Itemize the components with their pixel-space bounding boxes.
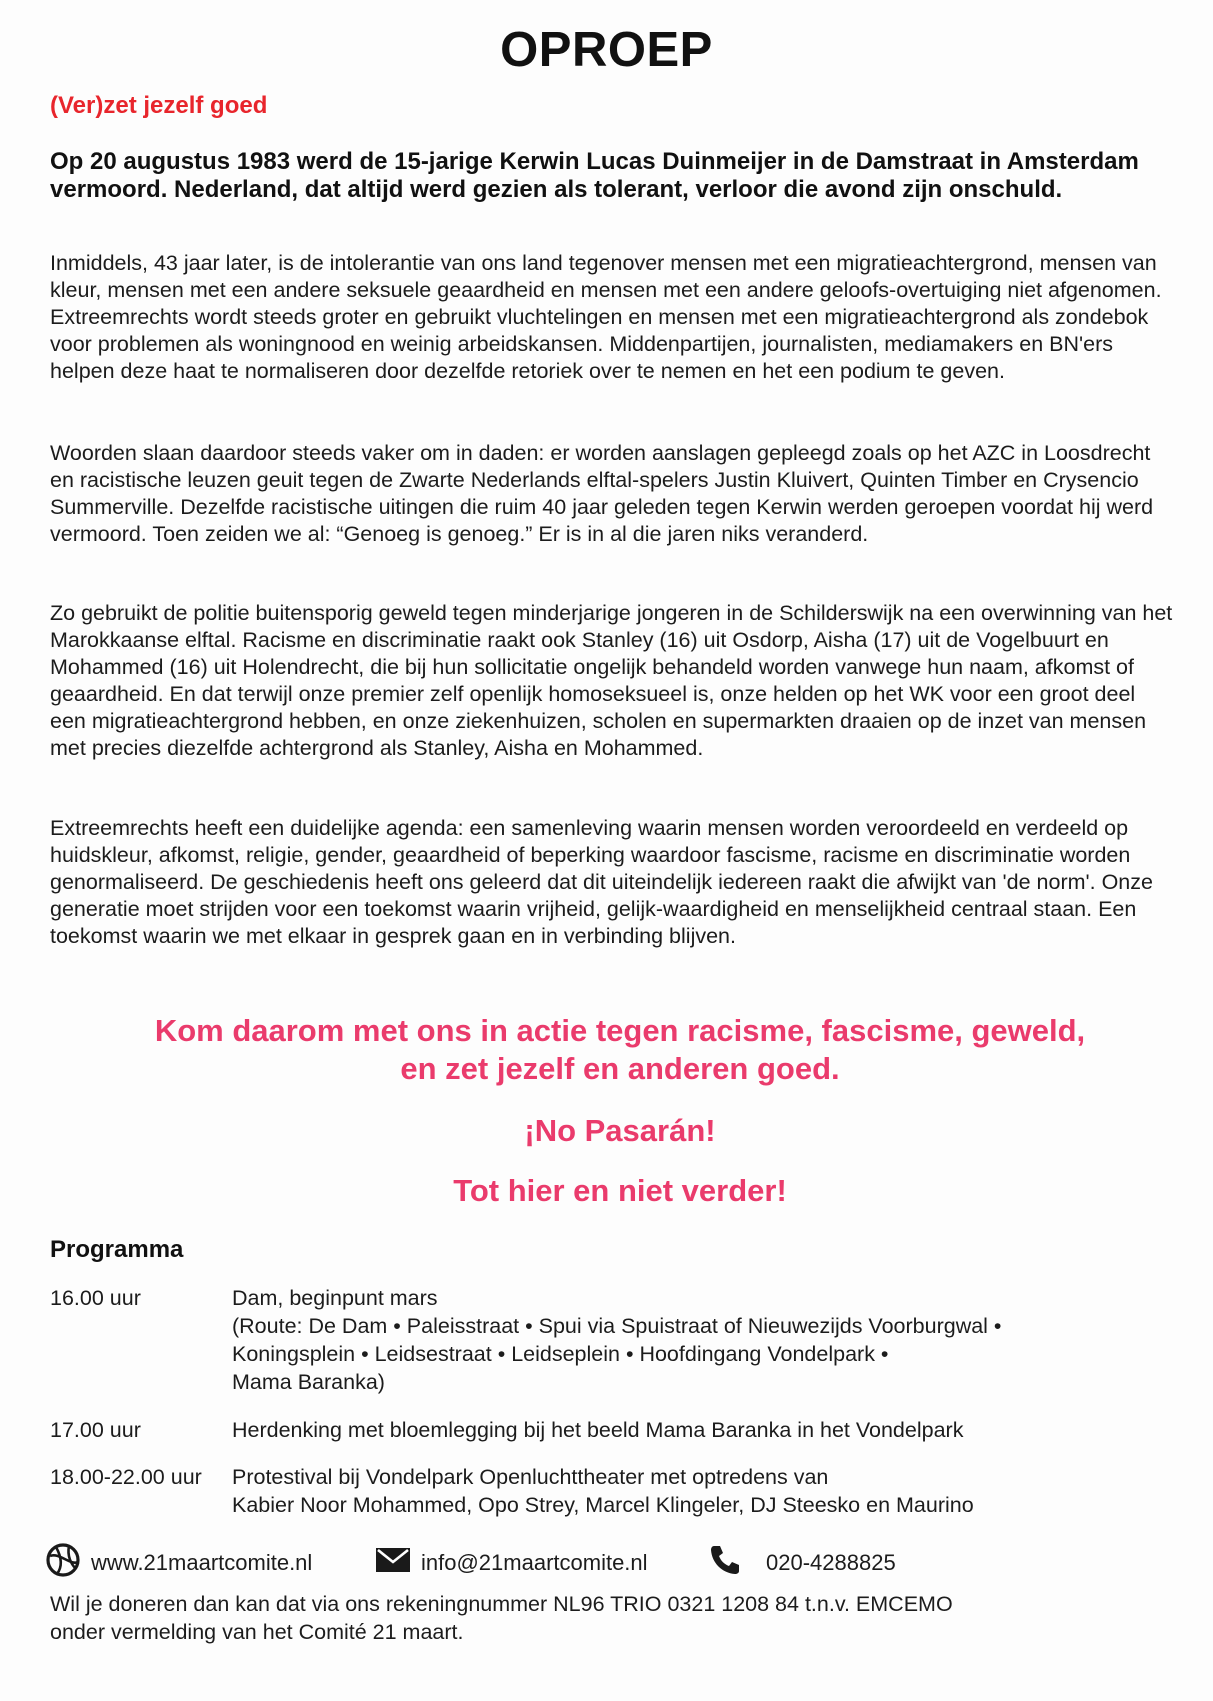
programma-description bbox=[232, 1416, 1182, 1444]
programma-time: 17.00 uur bbox=[50, 1418, 141, 1442]
programma-description bbox=[232, 1463, 1182, 1519]
programma-time: 16.00 uur bbox=[50, 1286, 141, 1310]
slogan-no-pasaran: ¡No Pasarán! bbox=[524, 1113, 716, 1148]
body-paragraph-1: Inmiddels, 43 jaar later, is de intolerantie van ons land tegenover mensen met een migratieachtergrond, mensen van kleur, mensen met een andere seksuele geaardheid en mensen met een andere geloofs-overtuiging niet afgenomen. Extreemrechts wordt steeds groter en gebruikt vluchtelingen en mensen met een migratieachtergrond als zondebok voor problemen als woningnood en weinig arbeidskansen. Middenpartijen, journalisten, mediamakers en BN'ers helpen deze haat te normaliseren door dezelfde retoriek over te nemen en het een podium te geven. bbox=[50, 251, 1162, 383]
programma-line: Koningsplein • Leidsestraat • Leidseplein • Hoofdingang Vondelpark • bbox=[232, 1342, 889, 1366]
phone-icon bbox=[708, 1543, 742, 1583]
page-title: OPROEP bbox=[500, 23, 713, 77]
contact-website[interactable] bbox=[45, 1544, 312, 1582]
donate-line-2: onder vermelding van het Comité 21 maart. bbox=[50, 1620, 464, 1644]
donate-info bbox=[50, 1590, 1170, 1646]
subtitle: (Ver)zet jezelf goed bbox=[50, 92, 268, 119]
website-link[interactable]: www.21maartcomite.nl bbox=[91, 1550, 313, 1575]
phone-number[interactable]: 020-4288825 bbox=[766, 1550, 896, 1575]
call-line-2: en zet jezelf en anderen goed. bbox=[400, 1051, 840, 1086]
body-paragraph-4: Extreemrechts heeft een duidelijke agenda: een samenleving waarin mensen worden veroordeeld en verdeeld op huidskleur, afkomst, religie, gender, geaardheid of beperking waardoor fascisme, racisme en discriminatie worden genormaliseerd. De geschiedenis heeft ons geleerd dat dit uiteindelijk iedereen raakt die afwijkt van 'de norm'. Onze generatie moet strijden voor een toekomst waarin vrijheid, gelijk-waardigheid en menselijkheid centraal staan. Een toekomst waarin we met elkaar in gesprek gaan en in verbinding blijven. bbox=[50, 816, 1153, 948]
email-link[interactable]: info@21maartcomite.nl bbox=[421, 1550, 648, 1575]
programma-line: Herdenking met bloemlegging bij het beeld Mama Baranka in het Vondelpark bbox=[232, 1418, 964, 1442]
programma-heading: Programma bbox=[50, 1236, 184, 1263]
lead-paragraph: Op 20 augustus 1983 werd de 15-jarige Kerwin Lucas Duinmeijer in de Damstraat in Amsterdam vermoord. Nederland, dat altijd werd gezien als tolerant, verloor die avond zijn onschuld. bbox=[50, 148, 1139, 203]
contact-phone[interactable] bbox=[708, 1544, 896, 1582]
programma-line: Protestival bij Vondelpark Openluchttheater met optredens van bbox=[232, 1465, 829, 1489]
donate-line-1: Wil je doneren dan kan dat via ons rekeningnummer NL96 TRIO 0321 1208 84 t.n.v. EMCEMO bbox=[50, 1592, 953, 1616]
call-line-1: Kom daarom met ons in actie tegen racisme, fascisme, geweld, bbox=[154, 1013, 1086, 1048]
programma-description bbox=[232, 1284, 1182, 1396]
body-paragraph-3: Zo gebruikt de politie buitensporig geweld tegen minderjarige jongeren in de Schilderswijk na een overwinning van het Marokkaanse elftal. Racisme en discriminatie raakt ook Stanley (16) uit Osdorp, Aisha (17) uit de Vogelbuurt en Mohammed (16) uit Holendrecht, die bij hun sollicitatie ongelijk behandeld worden vanwege hun naam, afkomst of geaardheid. En dat terwijl onze premier zelf openlijk homoseksueel is, onze helden op het WK voor een groot deel een migratieachtergrond hebben, en onze ziekenhuizen, scholen en supermarkten draaien op de inzet van mensen met precies diezelfde achtergrond als Stanley, Aisha en Mohammed. bbox=[50, 601, 1173, 760]
programma-time: 18.00-22.00 uur bbox=[50, 1465, 202, 1489]
contact-email[interactable] bbox=[375, 1544, 648, 1582]
slogan-tot-hier: Tot hier en niet verder! bbox=[453, 1173, 787, 1208]
programma-line: (Route: De Dam • Paleisstraat • Spui via Spuistraat of Nieuwezijds Voorburgwal • bbox=[232, 1314, 1002, 1338]
globe-icon bbox=[45, 1542, 81, 1584]
contact-bar bbox=[45, 1544, 1175, 1582]
programma-line: Dam, beginpunt mars bbox=[232, 1286, 438, 1310]
body-paragraph-2: Woorden slaan daardoor steeds vaker om in daden: er worden aanslagen gepleegd zoals op het AZC in Loosdrecht en racistische leuzen geuit tegen de Zwarte Nederlands elftal-spelers Justin Kluivert, Quinten Timber en Crysencio Summerville. Dezelfde racistische uitingen die ruim 40 jaar geleden tegen Kerwin werden geroepen voordat hij werd vermoord. Toen zeiden we al: “Genoeg is genoeg.” Er is in al die jaren niks veranderd. bbox=[50, 441, 1154, 546]
call-to-action bbox=[0, 1012, 1213, 1088]
programma-line: Mama Baranka) bbox=[232, 1370, 385, 1394]
programma-line: Kabier Noor Mohammed, Opo Strey, Marcel Klingeler, DJ Steesko en Maurino bbox=[232, 1493, 974, 1517]
envelope-icon bbox=[375, 1546, 411, 1580]
